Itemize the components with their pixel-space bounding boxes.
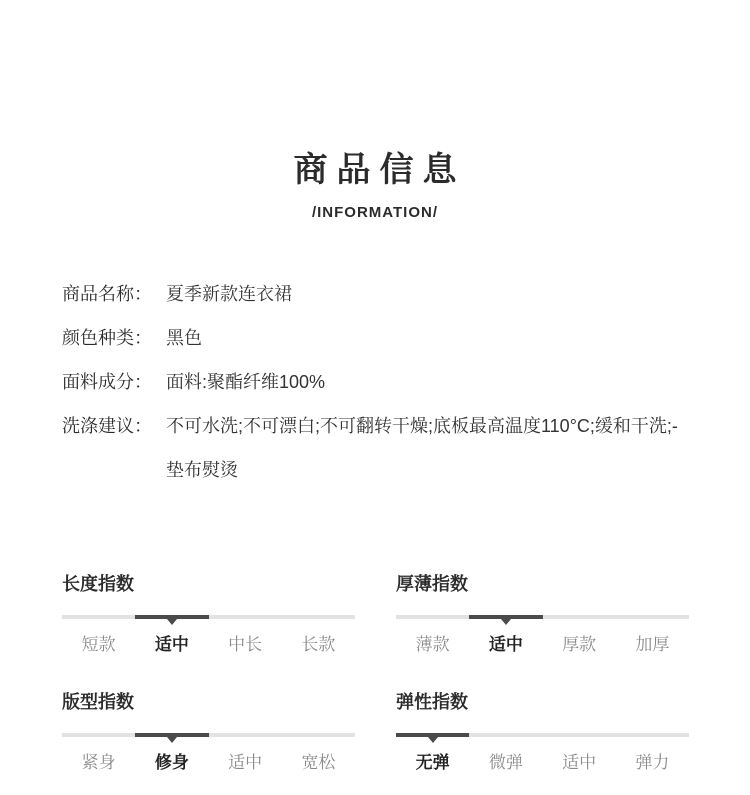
index-option: 无弹 [415, 753, 450, 772]
index-options [62, 633, 355, 657]
info-label: 面料成分： [62, 372, 152, 392]
index-option: 中长 [228, 635, 263, 654]
index-options [396, 633, 689, 657]
index-options [62, 751, 355, 775]
info-value: 夏季新款连衣裙 [166, 284, 292, 304]
info-value: 不可水洗;不可漂白;不可翻转干燥;底板最高温度110°C;缓和干洗;- 垫布熨烫 [166, 416, 678, 480]
index-option: 弹力 [635, 753, 670, 772]
index-option: 厚款 [562, 635, 597, 654]
index-option: 适中 [154, 635, 189, 654]
length-index [62, 570, 355, 670]
index-option: 长款 [301, 635, 336, 654]
product-info-list [62, 272, 692, 492]
index-option: 微弹 [488, 753, 523, 772]
index-track [396, 733, 689, 737]
index-option: 加厚 [635, 635, 670, 654]
pointer-triangle-icon [501, 619, 511, 625]
info-row-washing [62, 404, 692, 492]
index-title: 弹性指数 [396, 692, 468, 712]
index-title: 厚薄指数 [396, 574, 468, 594]
info-label: 颜色种类： [62, 328, 152, 348]
index-track [62, 733, 355, 737]
selected-level-marker [469, 615, 542, 619]
index-option: 薄款 [415, 635, 450, 654]
index-title: 长度指数 [62, 574, 134, 594]
info-label: 洗涤建议： [62, 416, 152, 436]
info-value: 面料:聚酯纤维100% [166, 372, 326, 392]
pointer-triangle-icon [167, 619, 177, 625]
index-track [62, 615, 355, 619]
index-option: 适中 [228, 753, 263, 772]
info-value: 黑色 [166, 328, 202, 348]
info-row-name [62, 272, 692, 316]
pointer-triangle-icon [428, 737, 438, 743]
thickness-index [396, 570, 689, 670]
index-option: 短款 [81, 635, 116, 654]
index-option: 宽松 [301, 753, 336, 772]
info-row-fabric [62, 360, 692, 404]
index-option: 适中 [562, 753, 597, 772]
selected-level-marker [135, 615, 208, 619]
index-option: 紧身 [81, 753, 116, 772]
selected-level-marker [396, 733, 469, 737]
index-title: 版型指数 [62, 692, 134, 712]
pointer-triangle-icon [167, 737, 177, 743]
fit-index [62, 688, 355, 788]
page-subtitle: /INFORMATION/ [311, 204, 439, 221]
elasticity-index [396, 688, 689, 788]
index-track [396, 615, 689, 619]
index-option: 适中 [488, 635, 523, 654]
index-options [396, 751, 689, 775]
info-label: 商品名称： [62, 284, 152, 304]
page-title: 商品信息 [293, 151, 466, 189]
index-option: 修身 [154, 753, 189, 772]
info-row-color [62, 316, 692, 360]
selected-level-marker [135, 733, 208, 737]
